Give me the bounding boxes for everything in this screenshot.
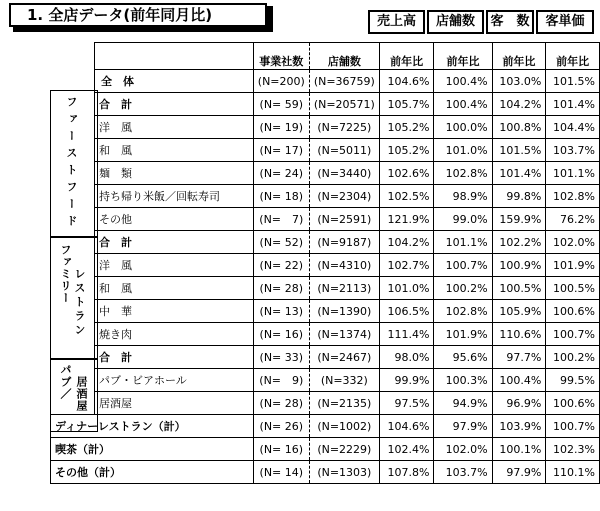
row-firms: (N= 24) xyxy=(253,162,309,185)
row-yoy-sales: 104.6% xyxy=(379,70,434,93)
row-yoy-customers: 102.2% xyxy=(492,231,546,254)
row-yoy-customers: 96.9% xyxy=(492,392,546,415)
row-yoy-sales: 106.5% xyxy=(379,300,434,323)
row-firms: (N=200) xyxy=(253,70,309,93)
row-yoy-avg: 101.4% xyxy=(546,93,600,116)
row-yoy-stores: 101.0% xyxy=(434,139,492,162)
row-yoy-customers: 99.8% xyxy=(492,185,546,208)
row-label: 持ち帰り米飯／回転寿司 xyxy=(95,185,254,208)
row-stores: (N=2591) xyxy=(309,208,379,231)
row-yoy-stores: 97.9% xyxy=(434,415,492,438)
row-yoy-sales: 101.0% xyxy=(379,277,434,300)
row-label: 合 計 xyxy=(95,346,254,369)
row-yoy-customers: 100.8% xyxy=(492,116,546,139)
group-label-family-1: ファミリー xyxy=(59,244,72,304)
row-yoy-stores: 100.0% xyxy=(434,116,492,139)
col-yoy-stores: 前年比 xyxy=(434,43,492,70)
row-stores: (N=36759) xyxy=(309,70,379,93)
row-stores: (N=2467) xyxy=(309,346,379,369)
row-yoy-sales: 105.7% xyxy=(379,93,434,116)
table-row xyxy=(51,346,600,369)
group-label-pub-1: パブ／ xyxy=(59,364,72,400)
row-yoy-avg: 100.5% xyxy=(546,277,600,300)
row-label: 洋 風 xyxy=(95,116,254,139)
row-stores: (N=1303) xyxy=(309,461,379,484)
table-row xyxy=(51,438,600,461)
table-row xyxy=(51,323,600,346)
header-box-customers: 客 数 xyxy=(486,10,534,34)
table-row xyxy=(51,116,600,139)
row-firms: (N= 16) xyxy=(253,323,309,346)
row-stores: (N=1002) xyxy=(309,415,379,438)
row-firms: (N= 28) xyxy=(253,392,309,415)
row-firms: (N= 52) xyxy=(253,231,309,254)
row-label: 中 華 xyxy=(95,300,254,323)
row-stores: (N=332) xyxy=(309,369,379,392)
row-yoy-sales: 102.6% xyxy=(379,162,434,185)
table-row xyxy=(51,231,600,254)
row-yoy-customers: 100.9% xyxy=(492,254,546,277)
row-stores: (N=3440) xyxy=(309,162,379,185)
row-yoy-stores: 100.7% xyxy=(434,254,492,277)
row-yoy-stores: 98.9% xyxy=(434,185,492,208)
row-yoy-sales: 102.4% xyxy=(379,438,434,461)
row-yoy-customers: 100.1% xyxy=(492,438,546,461)
row-label: 喫茶（計） xyxy=(51,438,254,461)
table-row xyxy=(51,369,600,392)
row-yoy-sales: 104.2% xyxy=(379,231,434,254)
row-yoy-customers: 100.5% xyxy=(492,277,546,300)
row-yoy-customers: 104.2% xyxy=(492,93,546,116)
group-label-family-2: レストラン xyxy=(73,268,86,338)
table-row xyxy=(51,254,600,277)
row-firms: (N= 18) xyxy=(253,185,309,208)
row-stores: (N=2304) xyxy=(309,185,379,208)
table-row xyxy=(51,392,600,415)
row-stores: (N=2135) xyxy=(309,392,379,415)
table-row xyxy=(51,461,600,484)
row-yoy-sales: 102.5% xyxy=(379,185,434,208)
row-label: 合 計 xyxy=(95,231,254,254)
row-stores: (N=4310) xyxy=(309,254,379,277)
row-yoy-customers: 103.0% xyxy=(492,70,546,93)
header-box-sales: 売上高 xyxy=(368,10,425,34)
row-yoy-sales: 102.7% xyxy=(379,254,434,277)
header-row xyxy=(51,43,600,70)
row-label: その他 xyxy=(95,208,254,231)
row-yoy-stores: 100.3% xyxy=(434,369,492,392)
row-yoy-customers: 105.9% xyxy=(492,300,546,323)
row-yoy-stores: 102.8% xyxy=(434,162,492,185)
row-yoy-avg: 101.9% xyxy=(546,254,600,277)
row-label: その他（計） xyxy=(51,461,254,484)
row-label: 和 風 xyxy=(95,139,254,162)
table-row xyxy=(51,185,600,208)
group-label-pub-2: 居酒屋 xyxy=(75,376,88,412)
row-firms: (N= 9) xyxy=(253,369,309,392)
row-yoy-sales: 105.2% xyxy=(379,116,434,139)
row-stores: (N=20571) xyxy=(309,93,379,116)
row-label: 全 体 xyxy=(95,70,254,93)
header-box-stores: 店舗数 xyxy=(427,10,484,34)
row-yoy-customers: 159.9% xyxy=(492,208,546,231)
row-stores: (N=1390) xyxy=(309,300,379,323)
group-label-fastfood: ファーストフード xyxy=(65,96,78,232)
col-stores: 店舗数 xyxy=(309,43,379,70)
table-row xyxy=(51,70,600,93)
row-yoy-avg: 102.8% xyxy=(546,185,600,208)
row-yoy-avg: 101.5% xyxy=(546,70,600,93)
row-yoy-avg: 99.5% xyxy=(546,369,600,392)
row-firms: (N= 14) xyxy=(253,461,309,484)
page-title: 1. 全店データ(前年同月比) xyxy=(9,3,267,27)
row-yoy-stores: 101.9% xyxy=(434,323,492,346)
header-box-avg-spend: 客単価 xyxy=(536,10,594,34)
row-label: ディナーレストラン（計） xyxy=(51,415,254,438)
row-label: 洋 風 xyxy=(95,254,254,277)
row-yoy-customers: 101.5% xyxy=(492,139,546,162)
row-yoy-stores: 99.0% xyxy=(434,208,492,231)
row-firms: (N= 7) xyxy=(253,208,309,231)
row-firms: (N= 16) xyxy=(253,438,309,461)
row-label: 和 風 xyxy=(95,277,254,300)
row-label: パブ・ビアホール xyxy=(95,369,254,392)
row-stores: (N=2113) xyxy=(309,277,379,300)
table-row xyxy=(51,277,600,300)
row-yoy-stores: 101.1% xyxy=(434,231,492,254)
row-yoy-customers: 100.4% xyxy=(492,369,546,392)
col-firms: 事業社数 xyxy=(253,43,309,70)
table-row xyxy=(51,208,600,231)
row-yoy-stores: 100.4% xyxy=(434,93,492,116)
row-yoy-avg: 103.7% xyxy=(546,139,600,162)
table-row xyxy=(51,139,600,162)
row-yoy-avg: 102.0% xyxy=(546,231,600,254)
row-yoy-sales: 104.6% xyxy=(379,415,434,438)
row-yoy-stores: 103.7% xyxy=(434,461,492,484)
row-firms: (N= 26) xyxy=(253,415,309,438)
row-stores: (N=2229) xyxy=(309,438,379,461)
row-yoy-avg: 100.7% xyxy=(546,323,600,346)
row-stores: (N=9187) xyxy=(309,231,379,254)
col-yoy-customers: 前年比 xyxy=(492,43,546,70)
row-yoy-avg: 100.6% xyxy=(546,300,600,323)
col-yoy-sales: 前年比 xyxy=(379,43,434,70)
row-yoy-sales: 99.9% xyxy=(379,369,434,392)
row-yoy-customers: 101.4% xyxy=(492,162,546,185)
row-yoy-avg: 76.2% xyxy=(546,208,600,231)
table-row xyxy=(51,415,600,438)
row-yoy-sales: 105.2% xyxy=(379,139,434,162)
row-label: 麺 類 xyxy=(95,162,254,185)
col-yoy-avg: 前年比 xyxy=(546,43,600,70)
row-firms: (N= 33) xyxy=(253,346,309,369)
row-yoy-sales: 98.0% xyxy=(379,346,434,369)
row-yoy-stores: 102.0% xyxy=(434,438,492,461)
row-yoy-sales: 121.9% xyxy=(379,208,434,231)
row-yoy-customers: 103.9% xyxy=(492,415,546,438)
row-label: 居酒屋 xyxy=(95,392,254,415)
row-firms: (N= 13) xyxy=(253,300,309,323)
row-yoy-stores: 94.9% xyxy=(434,392,492,415)
row-yoy-stores: 100.4% xyxy=(434,70,492,93)
row-yoy-avg: 100.6% xyxy=(546,392,600,415)
row-firms: (N= 22) xyxy=(253,254,309,277)
row-label: 合 計 xyxy=(95,93,254,116)
row-yoy-avg: 100.2% xyxy=(546,346,600,369)
row-yoy-sales: 97.5% xyxy=(379,392,434,415)
row-yoy-avg: 104.4% xyxy=(546,116,600,139)
row-yoy-sales: 107.8% xyxy=(379,461,434,484)
row-yoy-avg: 102.3% xyxy=(546,438,600,461)
table-row xyxy=(51,93,600,116)
row-stores: (N=7225) xyxy=(309,116,379,139)
row-stores: (N=5011) xyxy=(309,139,379,162)
row-yoy-sales: 111.4% xyxy=(379,323,434,346)
row-yoy-customers: 110.6% xyxy=(492,323,546,346)
row-yoy-customers: 97.9% xyxy=(492,461,546,484)
row-yoy-avg: 100.7% xyxy=(546,415,600,438)
row-stores: (N=1374) xyxy=(309,323,379,346)
row-yoy-customers: 97.7% xyxy=(492,346,546,369)
row-firms: (N= 59) xyxy=(253,93,309,116)
row-label: 焼き肉 xyxy=(95,323,254,346)
row-yoy-stores: 100.2% xyxy=(434,277,492,300)
row-yoy-avg: 101.1% xyxy=(546,162,600,185)
table-row xyxy=(51,162,600,185)
data-table xyxy=(50,42,600,484)
row-firms: (N= 19) xyxy=(253,116,309,139)
table-row xyxy=(51,300,600,323)
row-firms: (N= 28) xyxy=(253,277,309,300)
row-yoy-stores: 102.8% xyxy=(434,300,492,323)
row-yoy-stores: 95.6% xyxy=(434,346,492,369)
row-firms: (N= 17) xyxy=(253,139,309,162)
row-yoy-avg: 110.1% xyxy=(546,461,600,484)
